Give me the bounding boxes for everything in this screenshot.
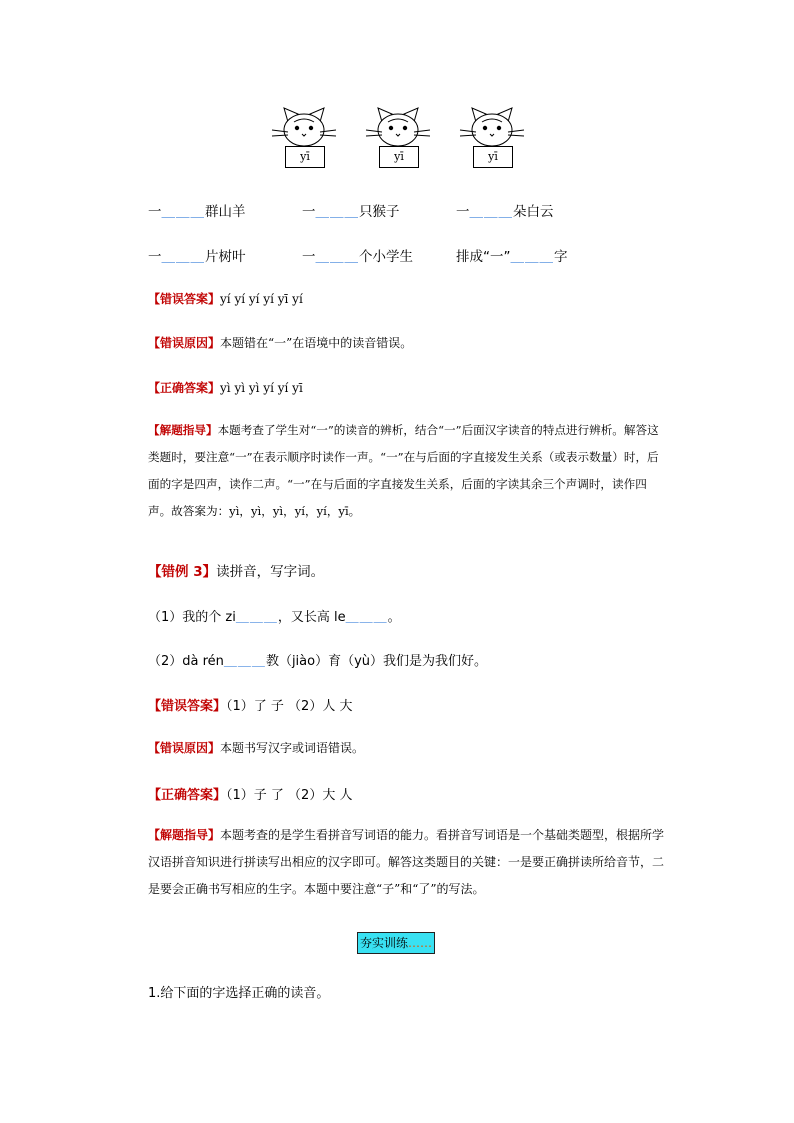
guide-text: 本题考查的是学生看拼音写词语的能力。看拼音写词语是一个基础类题型，根据所学汉语拼音知识进行拼读写出相应的汉字即可。解答这类题目的关键：一是要正确拼读所给音节，二是要会正确书写相应的生字。本题中要注意“子”和“了”的写法。 — [148, 828, 665, 896]
fill-blank: ＿＿＿ — [469, 204, 513, 220]
fill-blank: ＿＿＿ — [510, 249, 554, 265]
wrong-reason-text: 本题书写汉字或词语错误。 — [220, 741, 365, 755]
fill-prefix: 一 — [148, 204, 162, 220]
fill-blank: ＿＿＿ — [161, 249, 205, 265]
fill-item — [302, 200, 400, 220]
question-text: ，又长高 le — [277, 610, 346, 625]
wrong-answer-text: （1）了 子 （2）人 大 — [226, 699, 353, 714]
guide-text: 本题考查了学生对“一”的读音的辨析，结合“一”后面汉字读音的特点进行辨析。解答这类题时，要注意“一”在表示顺序时读作一声。“一”在与后面的字直接发生关系（或表示数量）时，后面的字是四声，读作二声。“一”在与后面的字直接发生关系，后面的字读其余三个声调时，读作四声。故答案为：yì，yì，yì，yí，yí，yī。 — [148, 423, 659, 518]
pinyin-box: yī — [379, 146, 419, 168]
fill-prefix: 排成“一” — [456, 249, 511, 265]
question-line — [148, 606, 401, 625]
correct-answer-text: （1）子 了 （2）大 人 — [226, 788, 353, 803]
correct-answer-text: yì yì yì yí yí yī — [220, 381, 303, 395]
banner-label: 夯实训练 — [359, 936, 408, 950]
fill-blank: ＿＿＿ — [223, 654, 266, 669]
fill-blank: ＿＿＿ — [315, 204, 359, 220]
section-banner — [357, 932, 435, 954]
wrong-answer-tag: 【错误答案】 — [148, 292, 221, 306]
cat-face-icon — [270, 100, 340, 150]
wrong-reason-line — [148, 739, 364, 756]
fill-suffix: 朵白云 — [513, 204, 554, 220]
guide-paragraph — [148, 822, 668, 903]
fill-prefix: 一 — [148, 249, 162, 265]
guide-tag: 【解题指导】 — [148, 423, 218, 437]
cat-illustrations — [270, 100, 530, 174]
banner-dots: …… — [408, 936, 432, 950]
wrong-reason-tag: 【错误原因】 — [148, 741, 221, 755]
guide-paragraph — [148, 417, 668, 525]
pinyin-box: yī — [473, 146, 513, 168]
correct-answer-line — [148, 784, 352, 803]
fill-prefix: 一 — [302, 249, 316, 265]
wrong-answer-line — [148, 290, 303, 307]
question-line — [148, 650, 487, 669]
guide-tag: 【解题指导】 — [148, 828, 221, 842]
fill-suffix: 群山羊 — [205, 204, 246, 220]
fill-blank: ＿＿＿ — [345, 610, 388, 625]
fill-item — [302, 245, 413, 265]
cat-face-icon — [458, 100, 528, 150]
fill-item — [148, 200, 246, 220]
cat-face-icon — [364, 100, 434, 150]
fill-suffix: 只猴子 — [359, 204, 400, 220]
correct-answer-tag: 【正确答案】 — [148, 788, 227, 803]
correct-answer-tag: 【正确答案】 — [148, 381, 221, 395]
fill-blank: ＿＿＿ — [161, 204, 205, 220]
example-title — [148, 560, 324, 580]
cat-illustration — [270, 100, 340, 174]
cat-illustration — [364, 100, 434, 174]
example-tag: 【错例 3】 — [148, 564, 217, 580]
fill-item — [456, 200, 554, 220]
wrong-answer-text: yí yí yí yí yī yí — [220, 292, 303, 306]
question-text: （1）我的个 zi — [148, 610, 236, 625]
fill-prefix: 一 — [456, 204, 470, 220]
question-text: 教（jiào）育（yù）我们是为我们好。 — [265, 654, 488, 669]
fill-suffix: 个小学生 — [359, 249, 413, 265]
wrong-reason-text: 本题错在“一”在语境中的读音错误。 — [220, 336, 413, 350]
wrong-reason-tag: 【错误原因】 — [148, 336, 221, 350]
example-title-text: 读拼音，写字词。 — [216, 564, 325, 580]
question-text: （2）dà rén — [148, 654, 224, 669]
wrong-answer-tag: 【错误答案】 — [148, 699, 227, 714]
pinyin-box: yī — [285, 146, 325, 168]
fill-blank: ＿＿＿ — [235, 610, 278, 625]
fill-item — [456, 245, 568, 265]
fill-blank: ＿＿＿ — [315, 249, 359, 265]
question-text: 。 — [387, 610, 401, 625]
fill-prefix: 一 — [302, 204, 316, 220]
fill-suffix: 片树叶 — [205, 249, 246, 265]
correct-answer-line — [148, 379, 303, 396]
fill-suffix: 字 — [554, 249, 568, 265]
wrong-answer-line — [148, 695, 352, 714]
fill-item — [148, 245, 246, 265]
cat-illustration — [458, 100, 528, 174]
exercise-question — [148, 982, 329, 1001]
exercise-question-text: 1.给下面的字选择正确的读音。 — [148, 986, 330, 1001]
wrong-reason-line — [148, 334, 412, 351]
